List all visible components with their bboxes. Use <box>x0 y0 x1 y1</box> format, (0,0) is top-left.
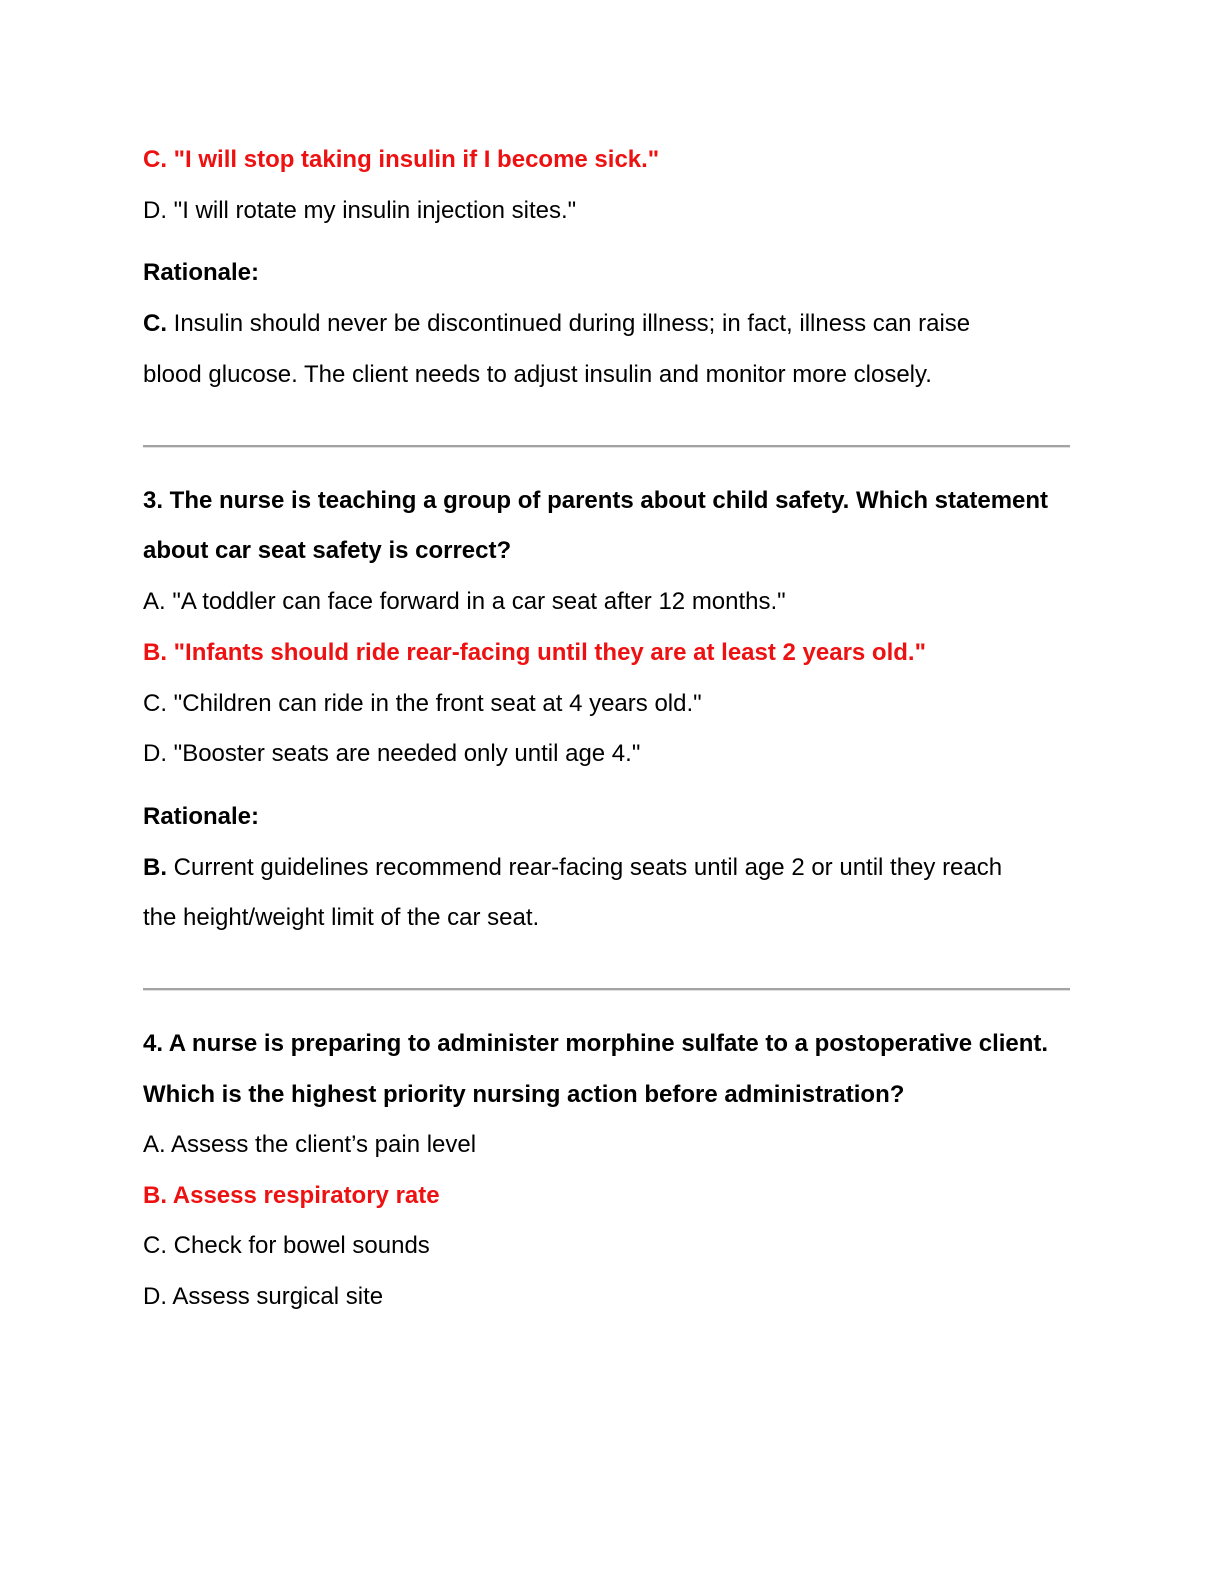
divider <box>143 988 1070 991</box>
q3-stem-line-2: about car seat safety is correct? <box>143 537 512 564</box>
q3-rationale-line-2: the height/weight limit of the car seat. <box>143 904 540 931</box>
q4-option-c: C. Check for bowel sounds <box>143 1232 430 1259</box>
q2-option-c-correct: C. "I will stop taking insulin if I become sick." <box>143 146 660 173</box>
q3-option-b-correct: B. "Infants should ride rear-facing until they are at least 2 years old." <box>143 639 926 666</box>
q3-rationale-line-1 <box>143 853 1002 883</box>
q3-option-a: A. "A toddler can face forward in a car seat after 12 months." <box>143 588 786 615</box>
q3-stem-line-1: 3. The nurse is teaching a group of parents about child safety. Which statement <box>143 487 1049 514</box>
divider <box>143 445 1070 448</box>
q4-stem-line-1: 4. A nurse is preparing to administer morphine sulfate to a postoperative client. <box>143 1030 1049 1057</box>
q3-option-d: D. "Booster seats are needed only until age 4." <box>143 740 641 767</box>
q3-option-c: C. "Children can ride in the front seat at 4 years old." <box>143 690 702 717</box>
q2-rationale-letter: C. <box>143 310 167 337</box>
q4-option-b-correct: B. Assess respiratory rate <box>143 1182 440 1209</box>
q2-option-d: D. "I will rotate my insulin injection sites." <box>143 197 577 224</box>
q4-option-d: D. Assess surgical site <box>143 1283 384 1310</box>
q2-rationale-line-2: blood glucose. The client needs to adjust insulin and monitor more closely. <box>143 361 932 388</box>
q2-rationale-line-1 <box>143 309 970 339</box>
q2-rationale-text-1: Insulin should never be discontinued during illness; in fact, illness can raise <box>167 310 971 337</box>
q3-rationale-text-1: Current guidelines recommend rear-facing seats until age 2 or until they reach <box>167 854 1003 881</box>
q3-rationale-heading: Rationale: <box>143 803 260 830</box>
q2-rationale-heading: Rationale: <box>143 259 260 286</box>
q4-option-a: A. Assess the client’s pain level <box>143 1131 477 1158</box>
q4-stem-line-2: Which is the highest priority nursing action before administration? <box>143 1081 905 1108</box>
q3-rationale-letter: B. <box>143 854 167 881</box>
